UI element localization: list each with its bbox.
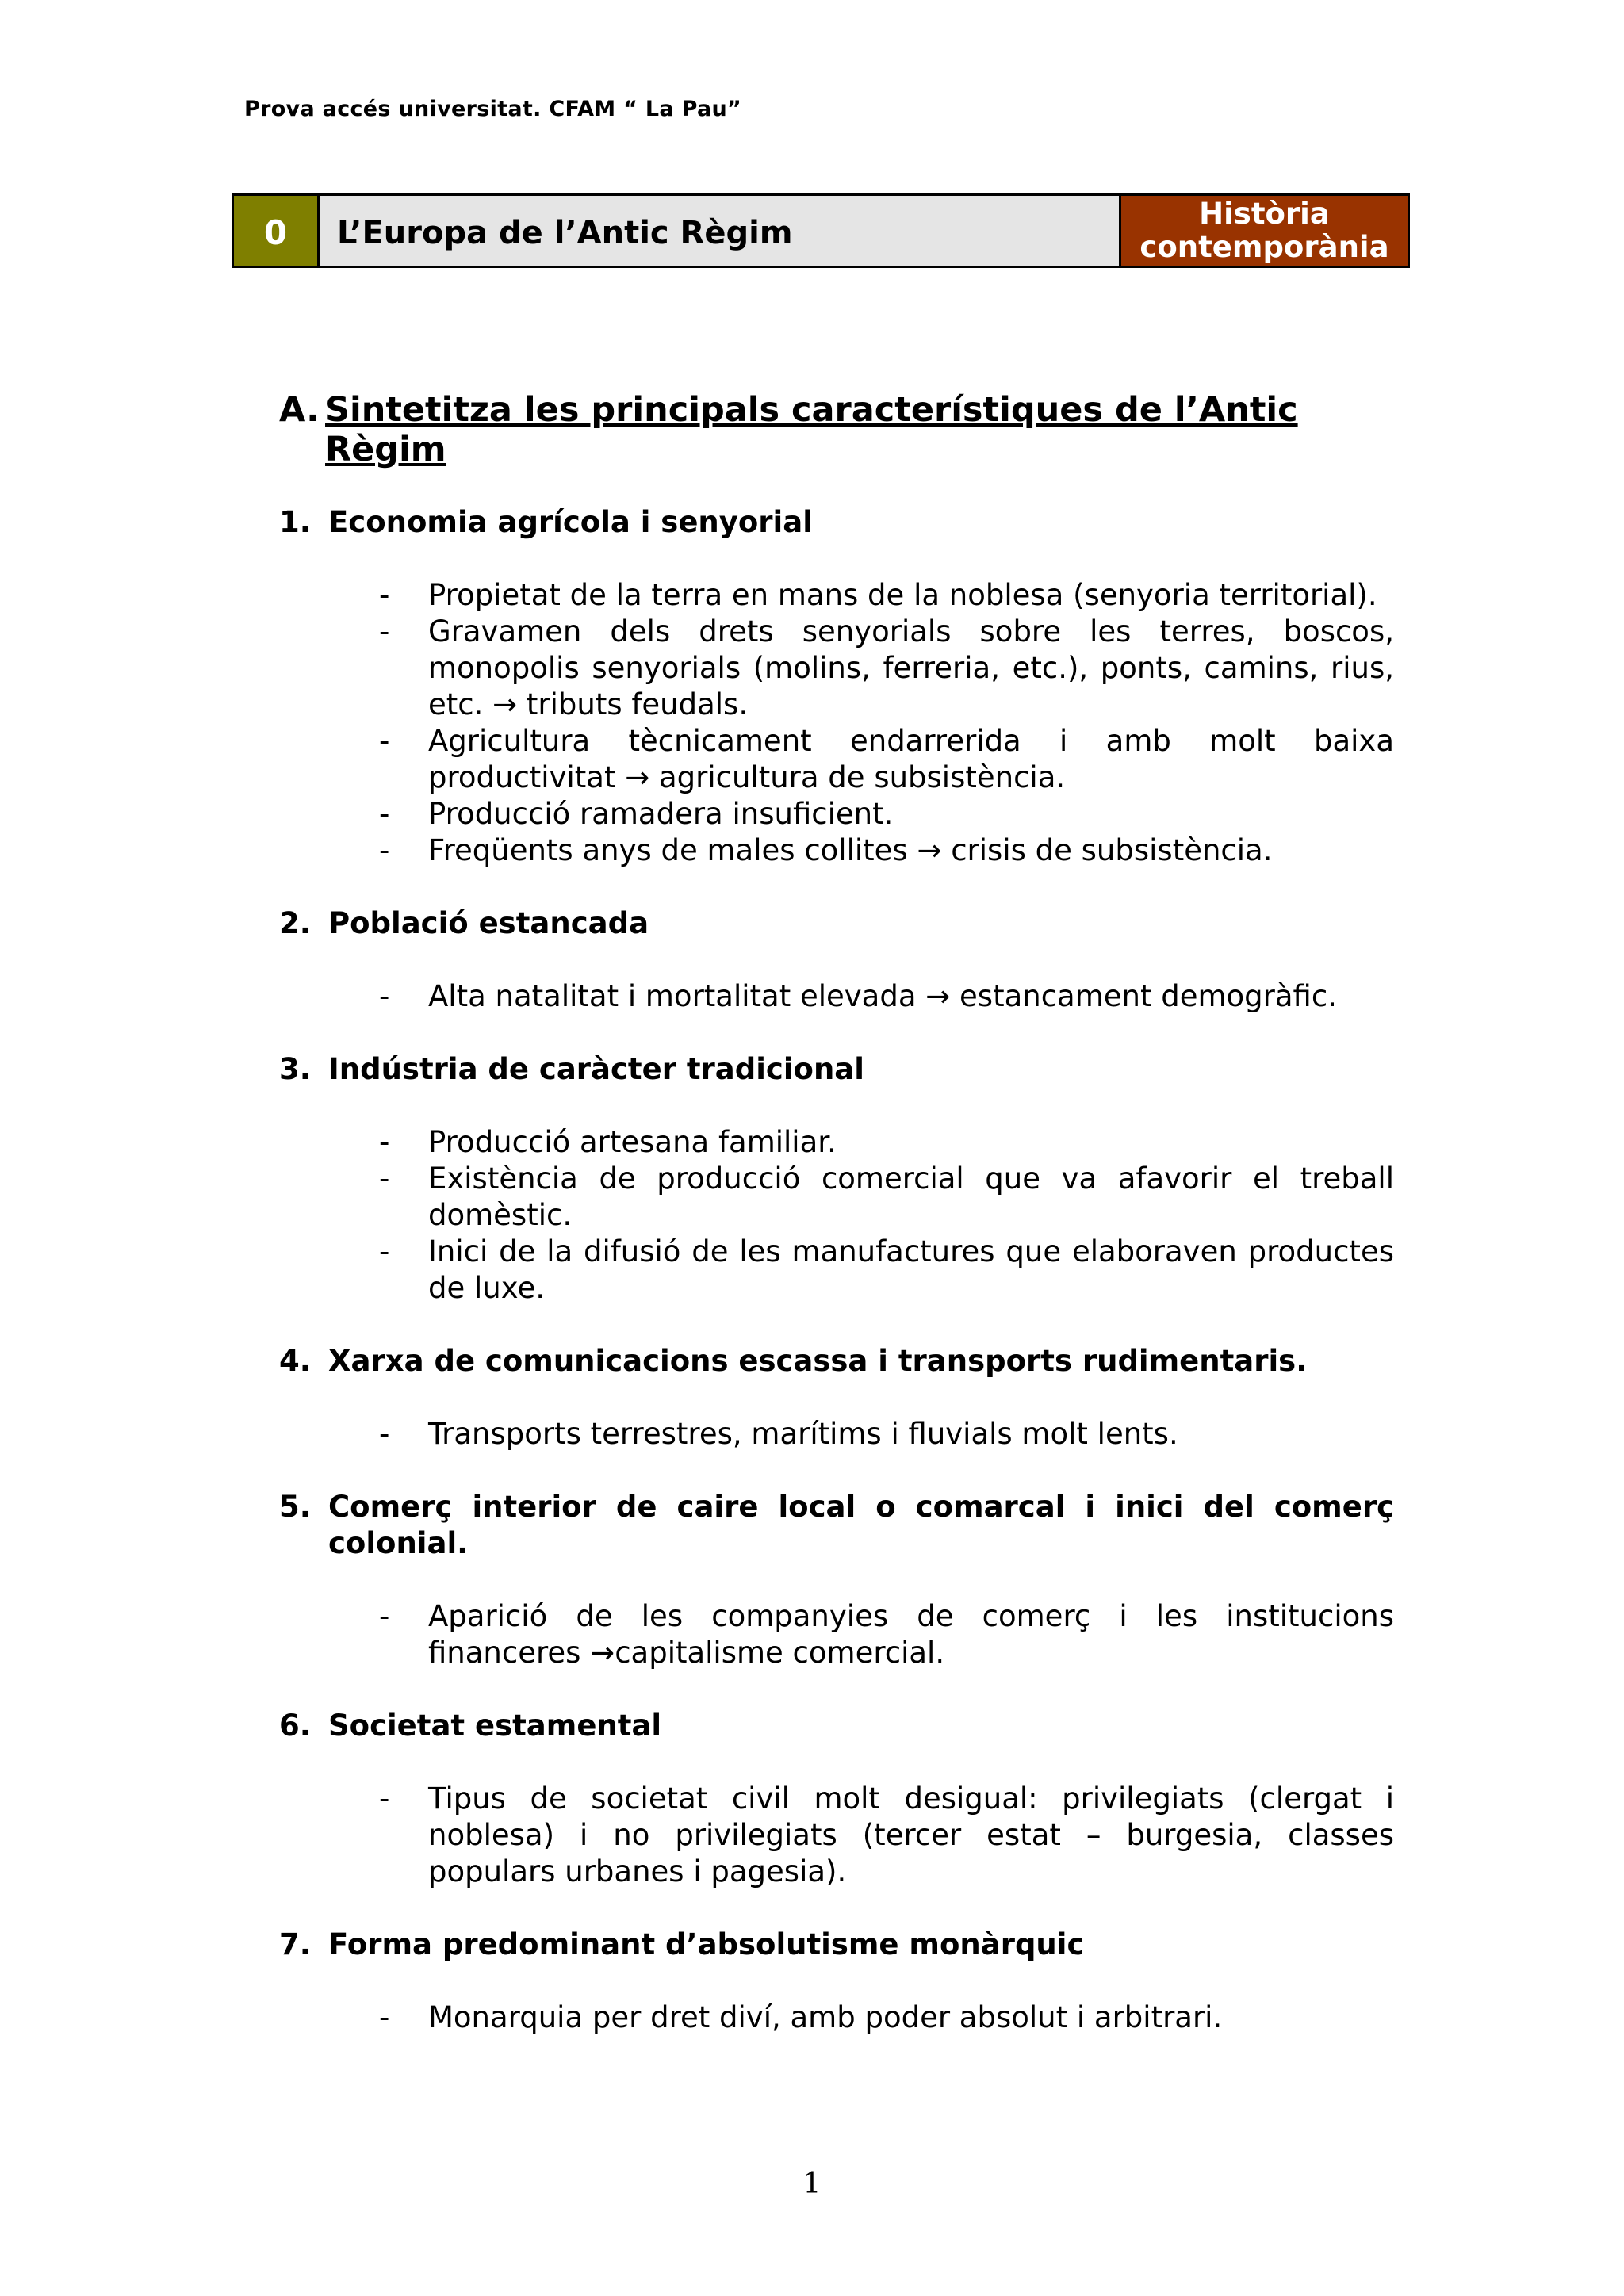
bullet-list (279, 978, 1394, 1015)
page-number: 1 (802, 2168, 822, 2200)
item-number: 5. (279, 1490, 311, 1524)
subject-line-2: contemporània (1139, 230, 1389, 264)
bullet-list (279, 1781, 1394, 1890)
unit-title: L’Europa de l’Antic Règim (320, 196, 1119, 266)
bullet-item: - Aparició de les companyies de comerç i les institucions financeres →capitalisme comercial. (428, 1598, 1394, 1671)
bullet-list (279, 577, 1394, 869)
item-number: 7. (279, 1927, 311, 1961)
item-heading (279, 1708, 1394, 1744)
item-number: 3. (279, 1052, 311, 1086)
bullet-item: - Gravamen dels drets senyorials sobre les terres, boscos, monopolis senyorials (molins, ferreria, etc.), ponts, camins, rius, etc. → tributs feudals. (428, 614, 1394, 723)
bullet-list (279, 1999, 1394, 2036)
bullet-item: - Tipus de societat civil molt desigual: privilegiats (clergat i noblesa) i no privilegiats (tercer estat – burgesia, classes populars urbanes i pagesia). (428, 1781, 1394, 1890)
item-heading (279, 1343, 1394, 1380)
item-title: Població estancada (328, 906, 649, 940)
bullet-item: - Transports terrestres, marítims i fluvials molt lents. (428, 1416, 1394, 1452)
item-number: 4. (279, 1344, 311, 1378)
item-title: Economia agrícola i senyorial (328, 505, 813, 539)
item-heading (279, 1051, 1394, 1088)
subject-label (1119, 196, 1408, 266)
item-number: 2. (279, 906, 311, 940)
item-title: Forma predominant d’absolutisme monàrquic (328, 1927, 1085, 1961)
bullet-item: - Existència de producció comercial que va afavorir el treball domèstic. (428, 1161, 1394, 1234)
bullet-item: - Inici de la difusió de les manufactures que elaboraven productes de luxe. (428, 1234, 1394, 1307)
item-title: Comerç interior de caire local o comarcal i inici del comerç colonial. (328, 1490, 1394, 1560)
item-number: 6. (279, 1709, 311, 1743)
item-heading (279, 905, 1394, 942)
document-body (279, 390, 1394, 2072)
running-header: Prova accés universitat. CFAM “ La Pau” (244, 97, 742, 121)
bullet-list (279, 1598, 1394, 1671)
characteristics-list (279, 504, 1394, 2036)
bullet-item: - Producció artesana familiar. (428, 1124, 1394, 1161)
item-heading (279, 1489, 1394, 1562)
section-heading (279, 390, 1394, 469)
item-title: Societat estamental (328, 1709, 662, 1743)
bullet-item: - Alta natalitat i mortalitat elevada → estancament demogràfic. (428, 978, 1394, 1015)
bullet-item: - Propietat de la terra en mans de la noblesa (senyoria territorial). (428, 577, 1394, 614)
title-bar (232, 193, 1410, 268)
bullet-item: - Agricultura tècnicament endarrerida i amb molt baixa productivitat → agricultura de subsistència. (428, 723, 1394, 796)
subject-line-1: Història (1199, 197, 1330, 231)
bullet-item: - Monarquia per dret diví, amb poder absolut i arbitrari. (428, 1999, 1394, 2036)
item-number: 1. (279, 505, 311, 539)
bullet-list (279, 1416, 1394, 1452)
item-heading (279, 504, 1394, 541)
item-title: Xarxa de comunicacions escassa i transports rudimentaris. (328, 1344, 1308, 1378)
bullet-item: - Freqüents anys de males collites → crisis de subsistència. (428, 832, 1394, 869)
item-title: Indústria de caràcter tradicional (328, 1052, 864, 1086)
section-label: A. (279, 390, 320, 430)
bullet-list (279, 1124, 1394, 1307)
item-heading (279, 1927, 1394, 1963)
unit-number: 0 (234, 196, 320, 266)
section-title: Sintetitza les principals característiques de l’Antic Règim (325, 390, 1298, 469)
bullet-item: - Producció ramadera insuficient. (428, 796, 1394, 832)
